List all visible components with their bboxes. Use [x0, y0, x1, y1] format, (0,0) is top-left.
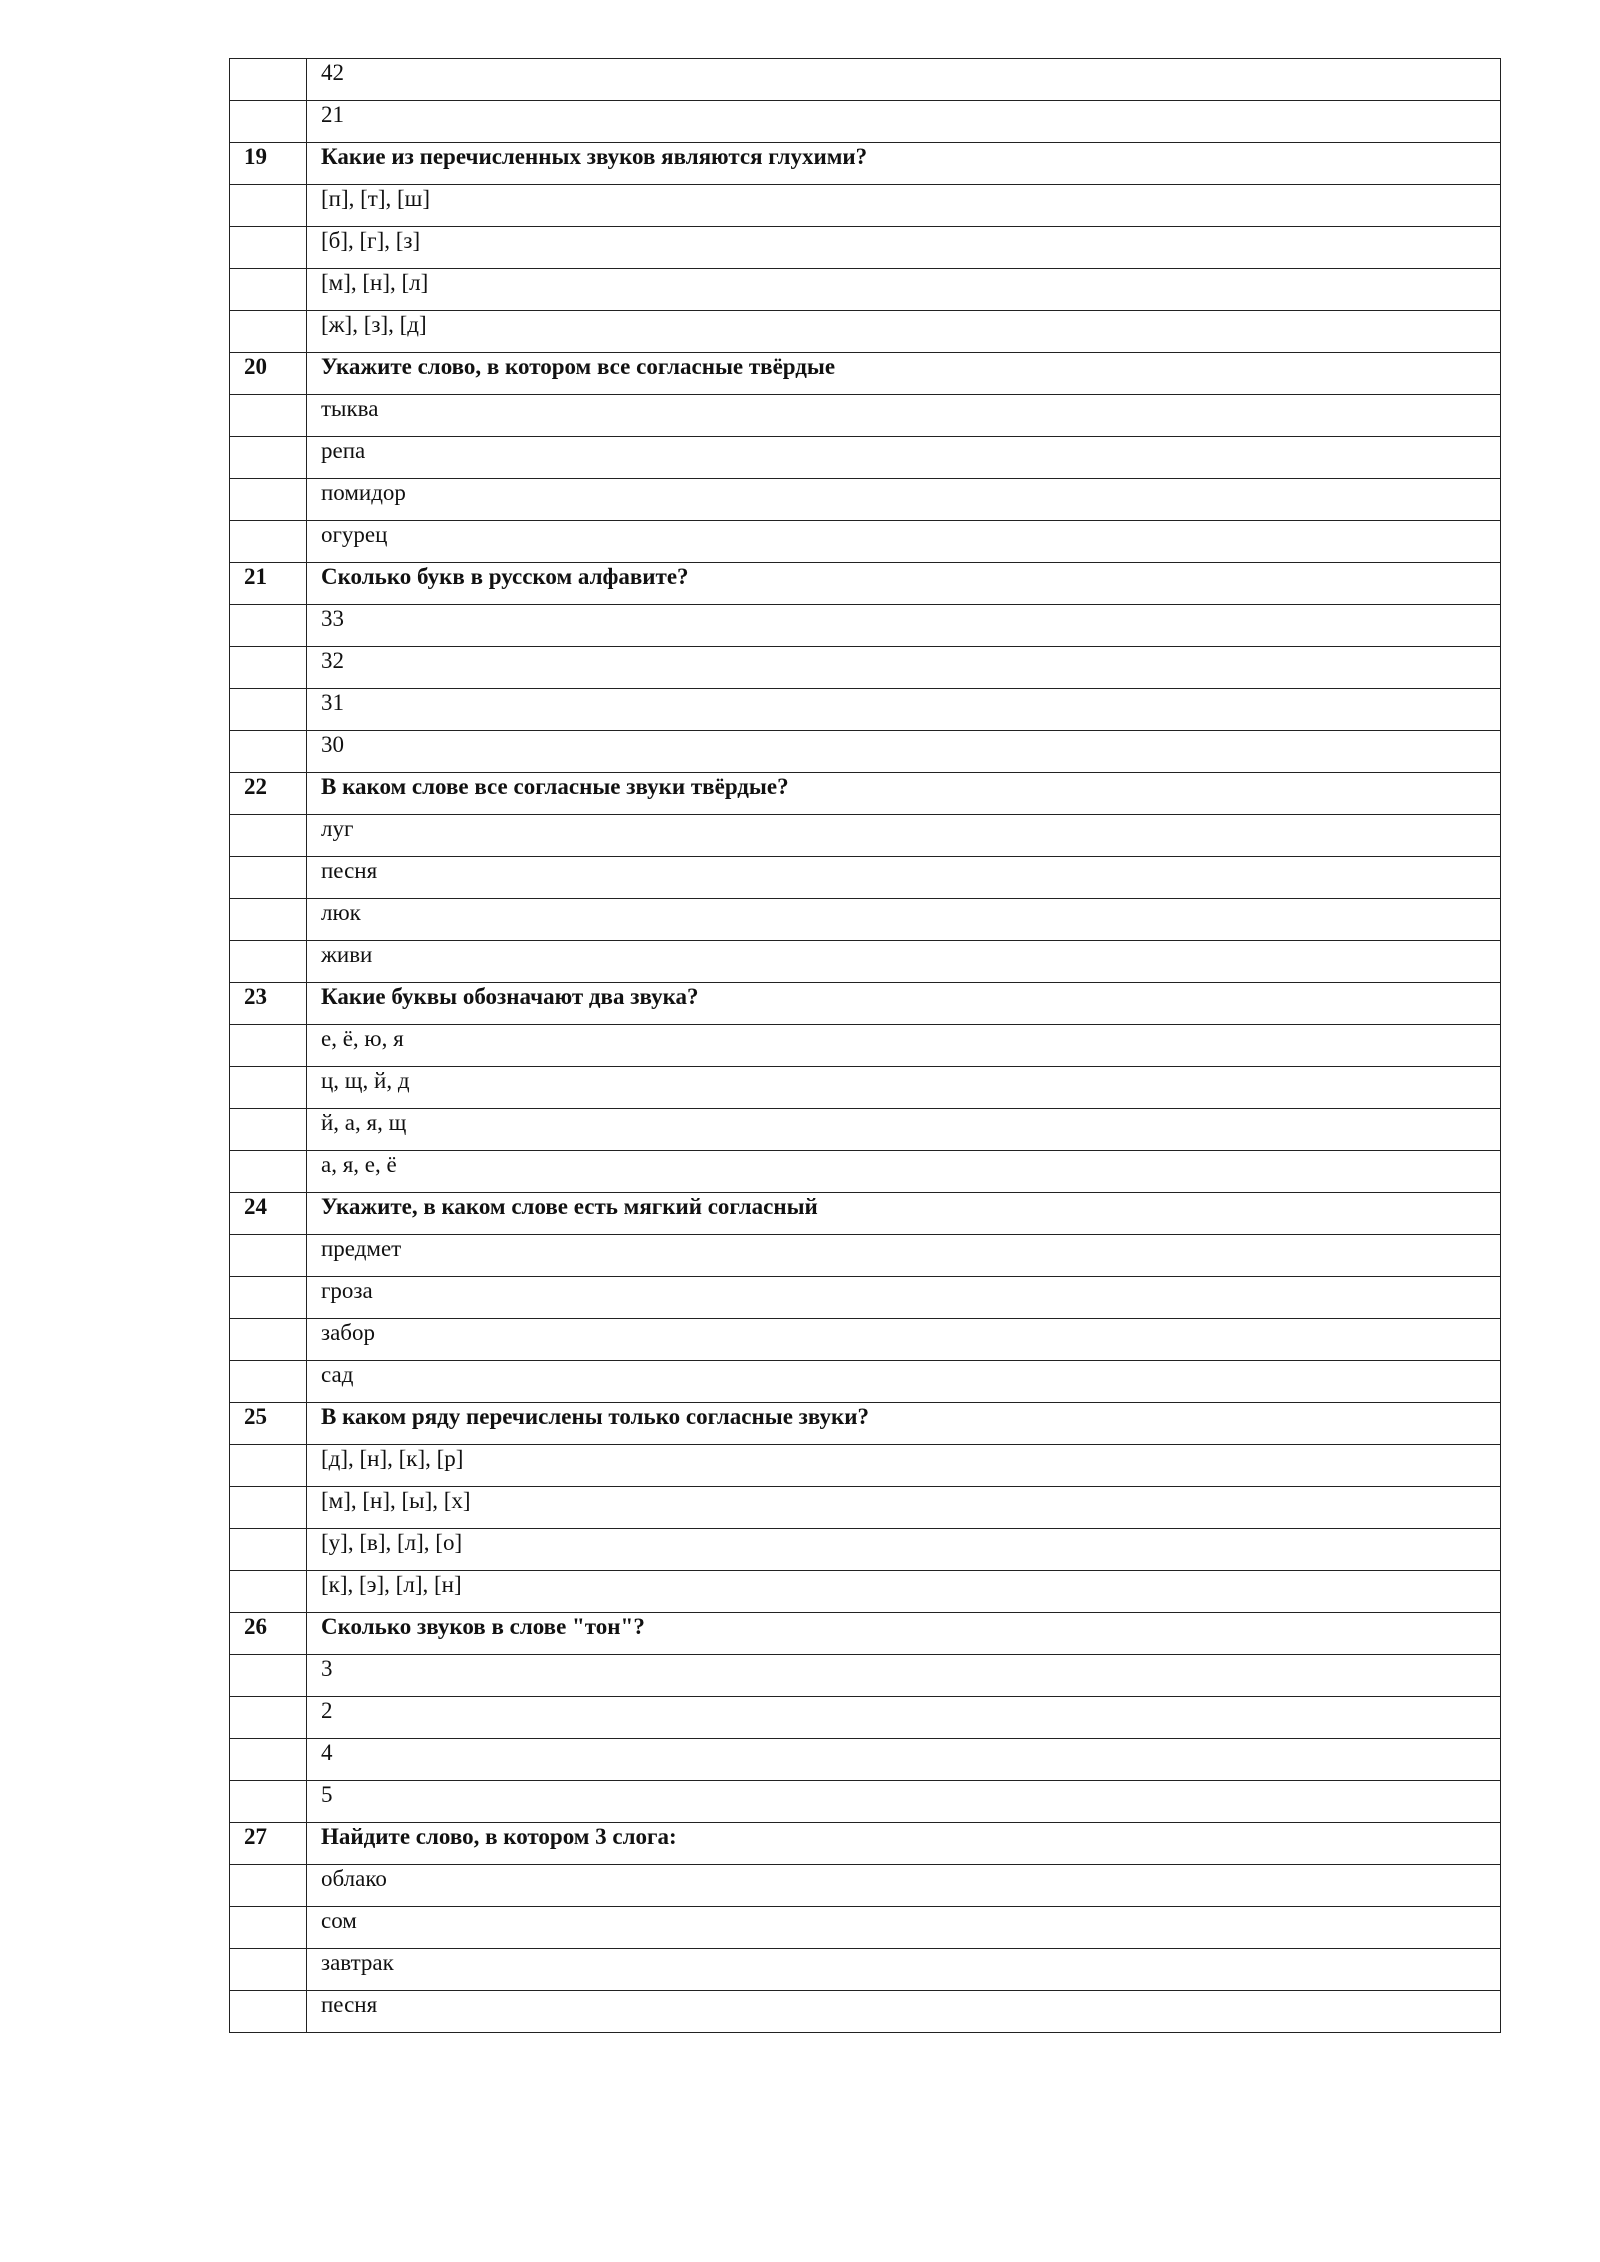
answer-option: сом — [307, 1907, 1501, 1949]
question-number: 22 — [230, 773, 307, 815]
answer-row — [230, 1907, 1501, 1949]
answer-option: 21 — [307, 101, 1501, 143]
answer-option: 31 — [307, 689, 1501, 731]
answer-option: помидор — [307, 479, 1501, 521]
answer-number-cell — [230, 1067, 307, 1109]
answer-row — [230, 1991, 1501, 2033]
answer-row — [230, 1697, 1501, 1739]
answer-number-cell — [230, 857, 307, 899]
answer-row — [230, 185, 1501, 227]
answer-option: завтрак — [307, 1949, 1501, 1991]
answer-number-cell — [230, 311, 307, 353]
answer-option: огурец — [307, 521, 1501, 563]
answer-option: [к], [э], [л], [н] — [307, 1571, 1501, 1613]
question-text: В каком слове все согласные звуки твёрдые? — [307, 773, 1501, 815]
answer-option: гроза — [307, 1277, 1501, 1319]
question-row — [230, 143, 1501, 185]
question-row — [230, 1613, 1501, 1655]
answer-number-cell — [230, 185, 307, 227]
question-text: Сколько звуков в слове "тон"? — [307, 1613, 1501, 1655]
answer-row — [230, 1529, 1501, 1571]
answer-option: [м], [н], [ы], [х] — [307, 1487, 1501, 1529]
answer-option: песня — [307, 857, 1501, 899]
question-row — [230, 353, 1501, 395]
answer-option: [д], [н], [к], [р] — [307, 1445, 1501, 1487]
answer-option: сад — [307, 1361, 1501, 1403]
answer-row — [230, 479, 1501, 521]
question-row — [230, 563, 1501, 605]
answer-option: 2 — [307, 1697, 1501, 1739]
question-text: Какие буквы обозначают два звука? — [307, 983, 1501, 1025]
answer-number-cell — [230, 227, 307, 269]
question-text: Найдите слово, в котором 3 слога: — [307, 1823, 1501, 1865]
answer-number-cell — [230, 269, 307, 311]
answer-number-cell — [230, 1487, 307, 1529]
answer-number-cell — [230, 395, 307, 437]
answer-option: люк — [307, 899, 1501, 941]
answer-number-cell — [230, 1571, 307, 1613]
answer-option: забор — [307, 1319, 1501, 1361]
answer-row — [230, 1361, 1501, 1403]
answer-row — [230, 731, 1501, 773]
question-row — [230, 1403, 1501, 1445]
answer-row — [230, 605, 1501, 647]
answer-option: е, ё, ю, я — [307, 1025, 1501, 1067]
answer-row — [230, 395, 1501, 437]
quiz-table-body — [230, 59, 1501, 2033]
answer-option: 3 — [307, 1655, 1501, 1697]
question-number: 19 — [230, 143, 307, 185]
question-row — [230, 1193, 1501, 1235]
answer-row — [230, 101, 1501, 143]
answer-number-cell — [230, 1235, 307, 1277]
question-text: В каком ряду перечислены только согласные звуки? — [307, 1403, 1501, 1445]
answer-option: [б], [г], [з] — [307, 227, 1501, 269]
answer-row — [230, 1109, 1501, 1151]
answer-number-cell — [230, 1991, 307, 2033]
question-row — [230, 1823, 1501, 1865]
answer-row — [230, 1067, 1501, 1109]
answer-row — [230, 1949, 1501, 1991]
answer-number-cell — [230, 647, 307, 689]
answer-number-cell — [230, 437, 307, 479]
answer-option: [п], [т], [ш] — [307, 185, 1501, 227]
answer-option: й, а, я, щ — [307, 1109, 1501, 1151]
answer-row — [230, 1739, 1501, 1781]
question-number: 26 — [230, 1613, 307, 1655]
answer-row — [230, 521, 1501, 563]
answer-number-cell — [230, 1529, 307, 1571]
answer-row — [230, 647, 1501, 689]
question-row — [230, 773, 1501, 815]
answer-number-cell — [230, 1109, 307, 1151]
answer-option: 30 — [307, 731, 1501, 773]
answer-row — [230, 437, 1501, 479]
answer-number-cell — [230, 1151, 307, 1193]
answer-option: [у], [в], [л], [о] — [307, 1529, 1501, 1571]
answer-number-cell — [230, 1319, 307, 1361]
question-text: Укажите слово, в котором все согласные твёрдые — [307, 353, 1501, 395]
answer-number-cell — [230, 479, 307, 521]
answer-number-cell — [230, 941, 307, 983]
document-page — [229, 58, 1501, 2033]
answer-row — [230, 1319, 1501, 1361]
answer-number-cell — [230, 1865, 307, 1907]
answer-row — [230, 1235, 1501, 1277]
answer-option: 42 — [307, 59, 1501, 101]
answer-row — [230, 899, 1501, 941]
question-number: 21 — [230, 563, 307, 605]
answer-number-cell — [230, 521, 307, 563]
question-text: Сколько букв в русском алфавите? — [307, 563, 1501, 605]
question-number: 27 — [230, 1823, 307, 1865]
answer-option: живи — [307, 941, 1501, 983]
answer-option: [ж], [з], [д] — [307, 311, 1501, 353]
answer-number-cell — [230, 605, 307, 647]
answer-row — [230, 1655, 1501, 1697]
answer-number-cell — [230, 1739, 307, 1781]
question-number: 20 — [230, 353, 307, 395]
answer-number-cell — [230, 731, 307, 773]
answer-number-cell — [230, 1907, 307, 1949]
answer-row — [230, 59, 1501, 101]
answer-row — [230, 1277, 1501, 1319]
answer-row — [230, 311, 1501, 353]
question-text: Укажите, в каком слове есть мягкий согласный — [307, 1193, 1501, 1235]
answer-option: [м], [н], [л] — [307, 269, 1501, 311]
answer-option: облако — [307, 1865, 1501, 1907]
question-number: 25 — [230, 1403, 307, 1445]
answer-option: 5 — [307, 1781, 1501, 1823]
answer-row — [230, 857, 1501, 899]
question-text: Какие из перечисленных звуков являются глухими? — [307, 143, 1501, 185]
answer-option: луг — [307, 815, 1501, 857]
answer-number-cell — [230, 1025, 307, 1067]
answer-row — [230, 941, 1501, 983]
answer-option: тыква — [307, 395, 1501, 437]
answer-number-cell — [230, 1697, 307, 1739]
answer-number-cell — [230, 1361, 307, 1403]
answer-number-cell — [230, 899, 307, 941]
answer-row — [230, 1151, 1501, 1193]
answer-row — [230, 1865, 1501, 1907]
answer-number-cell — [230, 815, 307, 857]
answer-number-cell — [230, 1655, 307, 1697]
answer-row — [230, 1445, 1501, 1487]
question-number: 24 — [230, 1193, 307, 1235]
answer-number-cell — [230, 1949, 307, 1991]
quiz-table — [229, 58, 1501, 2033]
answer-number-cell — [230, 101, 307, 143]
answer-number-cell — [230, 1445, 307, 1487]
answer-row — [230, 1025, 1501, 1067]
question-row — [230, 983, 1501, 1025]
question-number: 23 — [230, 983, 307, 1025]
answer-number-cell — [230, 59, 307, 101]
answer-row — [230, 689, 1501, 731]
answer-option: песня — [307, 1991, 1501, 2033]
answer-option: 4 — [307, 1739, 1501, 1781]
answer-number-cell — [230, 1781, 307, 1823]
answer-row — [230, 815, 1501, 857]
answer-row — [230, 227, 1501, 269]
answer-number-cell — [230, 1277, 307, 1319]
answer-number-cell — [230, 689, 307, 731]
answer-row — [230, 1487, 1501, 1529]
answer-row — [230, 1781, 1501, 1823]
answer-row — [230, 1571, 1501, 1613]
answer-option: репа — [307, 437, 1501, 479]
answer-option: ц, щ, й, д — [307, 1067, 1501, 1109]
answer-option: а, я, е, ё — [307, 1151, 1501, 1193]
answer-option: предмет — [307, 1235, 1501, 1277]
answer-row — [230, 269, 1501, 311]
answer-option: 33 — [307, 605, 1501, 647]
answer-option: 32 — [307, 647, 1501, 689]
